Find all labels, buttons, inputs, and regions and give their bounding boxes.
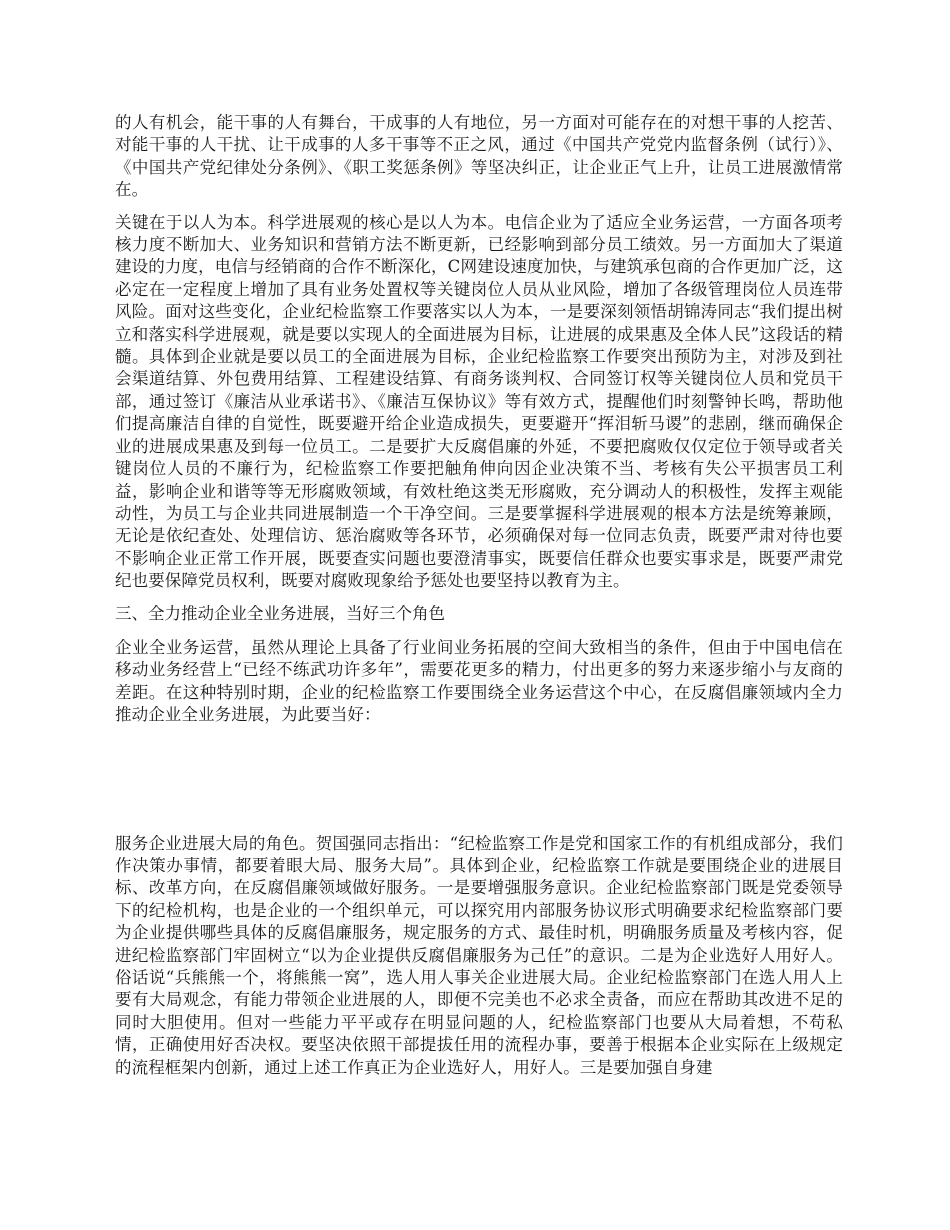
paragraph-full-service-operation: 企业全业务运营，虽然从理论上具备了行业间业务拓展的空间大致相当的条件，但由于中国电信在移动业务经营上“已经不练武功许多年”，需要花更多的精力，付出更多的努力来逐步缩小与友商的差距。在这种特别时期，企业的纪检监察工作要围绕全业务运营这个中心，在反腐倡廉领域内全力推动企业全业务进展，为此要当好： (115, 637, 843, 725)
paragraph-talent-environment: 的人有机会，能干事的人有舞台，干成事的人有地位，另一方面对可能存在的对想干事的人挖苦、对能干事的人干扰、让干成事的人多干事等不正之风，通过《中国共产党党内监督条例（试行）》、《中国共产党纪律处分条例》、《职工奖惩条例》等坚决纠正，让企业正气上升，让员工进展激情常在。 (115, 113, 843, 200)
document-page (115, 112, 843, 1089)
blank-gap (115, 737, 843, 833)
section-heading-three-roles: 三、全力推动企业全业务进展，当好三个角色 (115, 603, 445, 623)
paragraph-serve-overall-situation: 服务企业进展大局的角色。贺国强同志指出：“纪检监察工作是党和国家工作的有机组成部分，我们作决策办事情，都要着眼大局、服务大局”。具体到企业，纪检监察工作就是要围绕企业的进展目标、改革方向，在反腐倡廉领域做好服务。一是要增强服务意识。企业纪检监察部门既是党委领导下的纪检机构，也是企业的一个组织单元，可以探究用内部服务协议形式明确要求纪检监察部门要为企业提供哪些具体的反腐倡廉服务，规定服务的方式、最佳时机，明确服务质量及考核内容，促进纪检监察部门牢固树立“以为企业提供反腐倡廉服务为己任”的意识。二是为企业选好人用好人。俗话说“兵熊熊一个，将熊熊一窝”，选人用人事关企业进展大局。企业纪检监察部门在选人用人上要有大局观念，有能力带领企业进展的人，即便不完美也不必求全责备，而应在帮助其改进不足的同时大胆使用。但对一些能力平平或存在明显问题的人，纪检监察部门也要从大局着想，不苟私情，正确使用好否决权。要坚决依照干部提拔任用的流程办事，要善于根据本企业实际在上级规定的流程框架内创新，通过上述工作真正为企业选好人，用好人。三是要加强自身建 (115, 833, 843, 1077)
paragraph-people-oriented: 关键在于以人为本。科学进展观的核心是以人为本。电信企业为了适应全业务运营，一方面各项考核力度不断加大、业务知识和营销方法不断更新，已经影响到部分员工绩效。另一方面加大了渠道建设的力度，电信与经销商的合作不断深化，C网建设速度加快，与建筑承包商的合作更加广泛，这必定在一定程度上增加了具有业务处置权等关键岗位人员从业风险，增加了各级管理岗位人员连带风险。面对这些变化，企业纪检监察工作要落实以人为本，一是要深刻领悟胡锦涛同志“我们提出树立和落实科学进展观，就是要以实现人的全面进展为目标，让进展的成果惠及全体人民”这段话的精髓。具体到企业就是要以员工的全面进展为目标，企业纪检监察工作要突出预防为主，对涉及到社会渠道结算、外包费用结算、工程建设结算、有商务谈判权、合同签订权等关键岗位人员和党员干部，通过签订《廉洁从业承诺书》、《廉洁互保协议》等有效方式，提醒他们时刻警钟长鸣，帮助他们提高廉洁自律的自觉性，既要避开给企业造成损失，更要避开“挥泪斩马谡”的悲剧，继而确保企业的进展成果惠及到每一位员工。二是要扩大反腐倡廉的外延，不要把腐败仅仅定位于领导或者关键岗位人员的不廉行为，纪检监察工作要把触角伸向因企业决策不当、考核有失公平损害员工利益，影响企业和谐等等无形腐败领域，有效杜绝这类无形腐败，充分调动人的积极性，发挥主观能动性，为员工与企业共同进展制造一个干净空间。三是要掌握科学进展观的根本方法是统筹兼顾，无论是依纪查处、处理信访、惩治腐败等各环节，必须确保对每一位同志负责，既要严肃对待也要不影响企业正常工作开展，既要查实问题也要澄清事实，既要信任群众也要实事求是，既要严肃党纪也要保障党员权利，既要对腐败现象给予惩处也要坚持以教育为主。 (115, 212, 843, 591)
